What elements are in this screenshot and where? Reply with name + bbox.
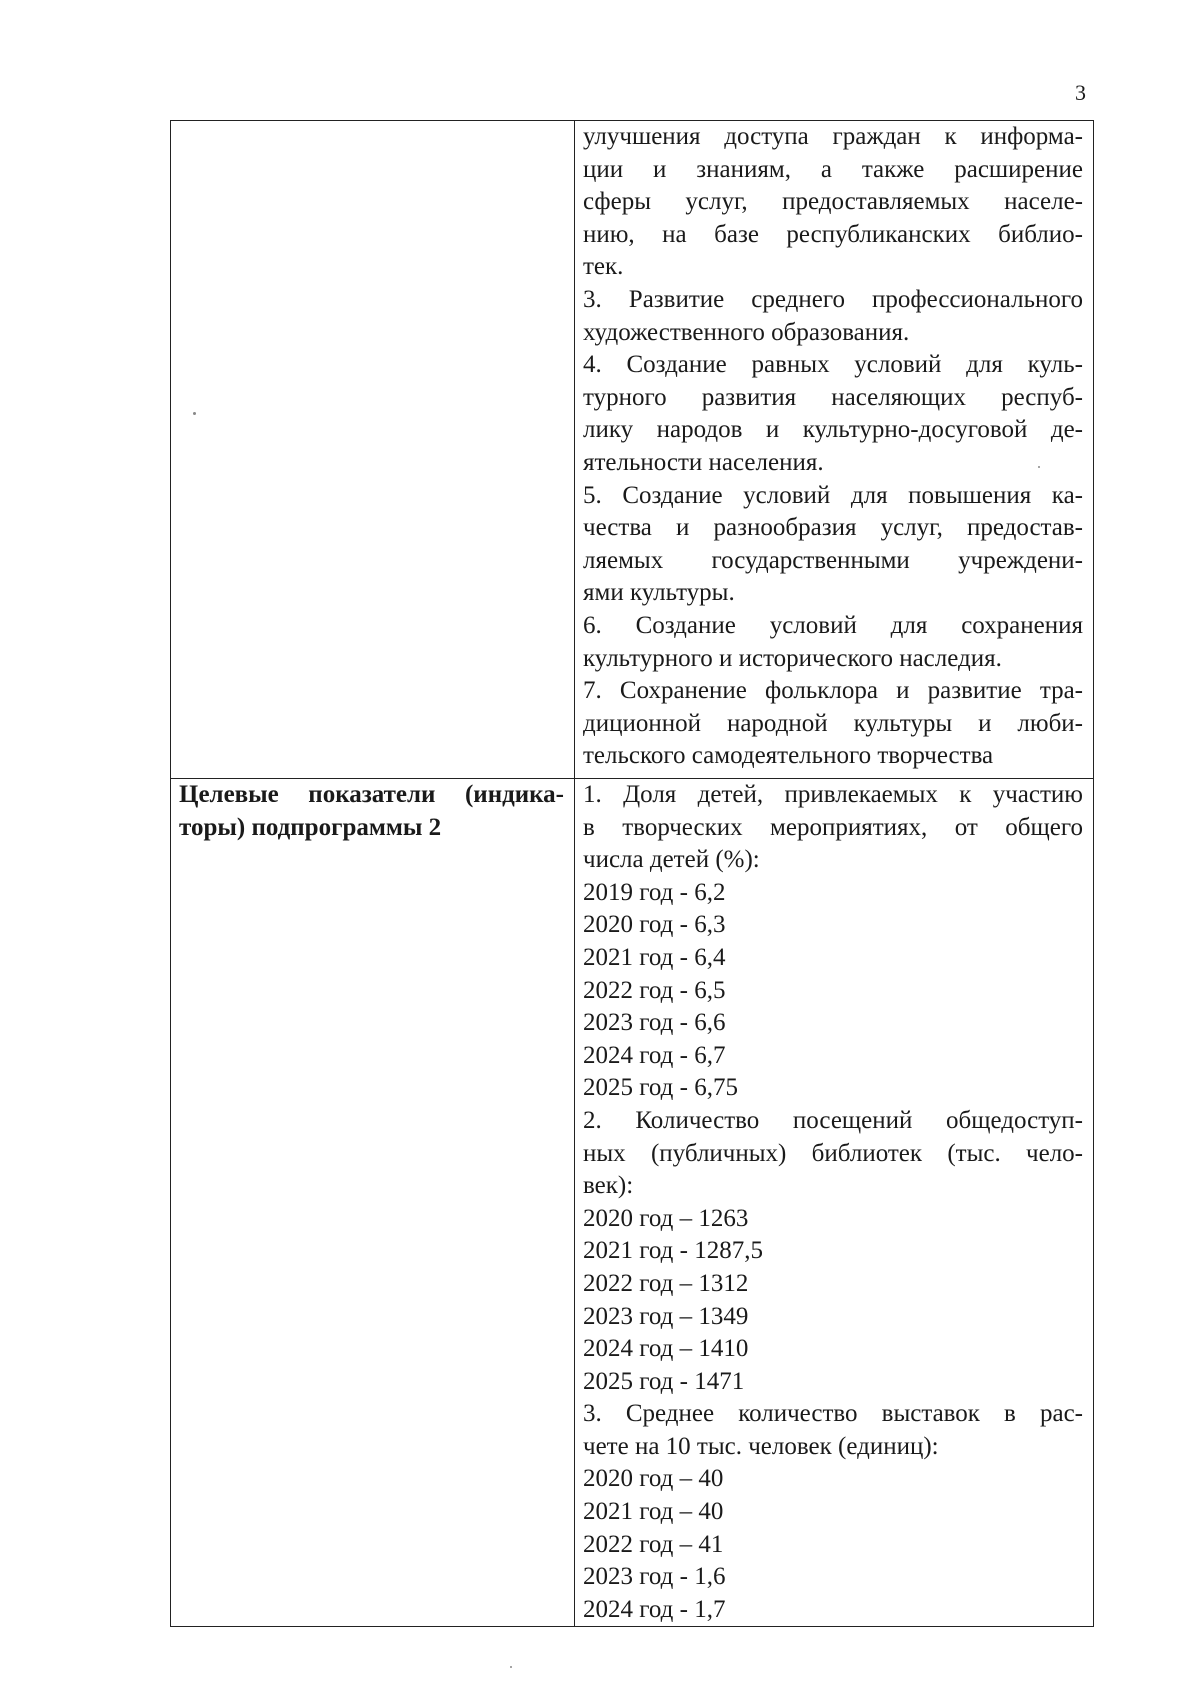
indicator-year-value: 2024 год - 6,7 [583,1041,726,1069]
indicator-block [583,1105,1083,1398]
text-line: 3. Развитие среднего профессионального [583,285,1083,313]
program-passport-table [170,120,1094,1627]
text-line: ятельности населения. [583,448,824,476]
indicator-year-value: 2025 год - 6,75 [583,1074,738,1102]
text-line: ции и знаниям, а также расширение [583,155,1083,183]
indicator-year-value: 2019 год - 6,2 [583,878,726,906]
indicator-year-value: 2021 год - 1287,5 [583,1237,763,1265]
indicator-year-value: 2021 год - 6,4 [583,943,726,971]
indicator-year-value: 2024 год - 1,7 [583,1595,726,1623]
task-paragraph [583,675,1083,773]
task-paragraph [583,610,1083,675]
text-line: лику народов и культурно-досуговой де- [583,416,1083,444]
indicator-block [583,779,1083,1105]
text-line: ляемых государственными учреждени- [583,546,1083,574]
task-paragraph [583,480,1083,610]
indicator-year-value: 2020 год – 1263 [583,1204,749,1232]
indicators-label-line: Целевые показатели (индика- [179,781,564,808]
text-line: тек. [583,253,624,281]
text-line: ями культуры. [583,579,735,607]
text-line: тельского самодеятельного творчества [583,742,994,770]
indicator-title [583,779,1083,877]
table-cell-empty-label [171,121,575,779]
indicator-year-value: 2022 год – 1312 [583,1269,749,1297]
page-number: 3 [1075,80,1086,105]
indicator-title [583,1398,1083,1463]
indicator-year-value: 2022 год – 41 [583,1530,724,1558]
table-cell-tasks [575,121,1094,779]
text-line: нию, на базе республиканских библио- [583,220,1083,248]
text-line: 7. Сохранение фольклора и развитие тра- [583,677,1083,705]
text-line: ных (публичных) библиотек (тыс. чело- [583,1139,1083,1167]
text-line: в творческих мероприятиях, от общего [583,813,1083,841]
text-line: 2. Количество посещений общедоступ- [583,1106,1083,1134]
table-row-tasks-continued [171,121,1094,779]
text-line: турного развития населяющих респуб- [583,383,1083,411]
indicator-block [583,1398,1083,1626]
text-line: чете на 10 тыс. человек (единиц): [583,1432,939,1460]
text-line: 1. Доля детей, привлекаемых к участию [583,781,1083,808]
indicator-year-value: 2023 год - 6,6 [583,1009,726,1037]
text-line: 4. Создание равных условий для куль- [583,351,1083,379]
text-line: культурного и исторического наследия. [583,644,1002,672]
indicators-label-line: торы) подпрограммы 2 [179,813,442,841]
task-paragraph [583,349,1083,479]
text-line: диционной народной культуры и люби- [583,709,1083,737]
indicator-year-value: 2023 год – 1349 [583,1302,749,1330]
indicator-year-value: 2020 год – 40 [583,1465,724,1493]
indicator-year-value: 2021 год – 40 [583,1498,724,1526]
text-line: художественного образования. [583,318,910,346]
scan-speck [1038,466,1040,468]
table-cell-indicators-label [171,779,575,1627]
indicator-title [583,1105,1083,1203]
text-line: чества и разнообразия услуг, предостав- [583,514,1083,542]
text-line: 6. Создание условий для сохранения [583,611,1083,639]
text-line: улучшения доступа граждан к информа- [583,123,1083,150]
text-line: 5. Создание условий для повышения ка- [583,481,1083,509]
scan-speck [193,412,196,415]
indicator-year-value: 2024 год – 1410 [583,1335,749,1363]
indicator-year-value: 2023 год - 1,6 [583,1563,726,1591]
task-paragraph [583,284,1083,349]
scan-speck [510,1666,512,1668]
text-line: числа детей (%): [583,846,760,874]
indicator-year-value: 2020 год - 6,3 [583,911,726,939]
text-line: 3. Среднее количество выставок в рас- [583,1400,1083,1428]
table-row-target-indicators [171,779,1094,1627]
text-line: век): [583,1172,634,1200]
text-line: сферы услуг, предоставляемых населе- [583,188,1083,216]
indicator-year-value: 2022 год - 6,5 [583,976,726,1004]
table-cell-indicators [575,779,1094,1627]
task-paragraph [583,121,1083,284]
indicator-year-value: 2025 год - 1471 [583,1367,745,1395]
